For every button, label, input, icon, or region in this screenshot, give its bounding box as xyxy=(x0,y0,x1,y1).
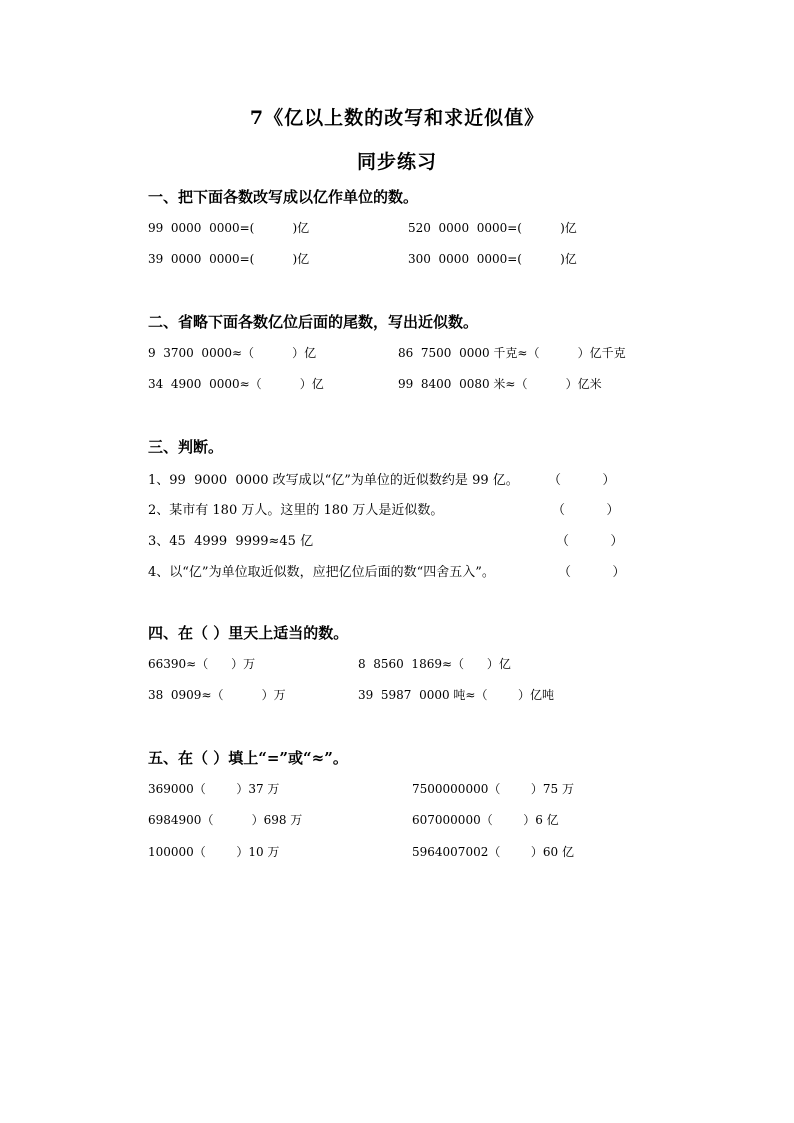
section3-heading: 三、判断。 xyxy=(148,438,224,456)
page-subtitle: 同步练习 xyxy=(356,151,437,173)
judgement-bracket: （ ） xyxy=(548,473,616,488)
judgement-item: 1、99 9000 0000 改写成以“亿”为单位的近似数约是 99 亿。 xyxy=(148,473,519,488)
section5-item: 5964007002（ ）60 亿 xyxy=(412,845,574,859)
section2-heading: 二、省略下面各数亿位后面的尾数，写出近似数。 xyxy=(148,313,479,331)
section1-item: 300 0000 0000=( )亿 xyxy=(408,252,577,266)
section5-item: 369000（ ）37 万 xyxy=(148,782,280,796)
judgement-bracket: （ ） xyxy=(558,565,626,580)
section2-item: 9 3700 0000≈（ ）亿 xyxy=(148,346,317,360)
section5-item: 6984900（ ）698 万 xyxy=(148,813,303,827)
section5-item: 607000000（ ）6 亿 xyxy=(412,813,559,827)
section2-item: 99 8400 0080 米≈（ ）亿米 xyxy=(398,377,602,391)
page-title: 7《亿以上数的改写和求近似值》 xyxy=(249,107,545,129)
section2-item: 86 7500 0000 千克≈（ ）亿千克 xyxy=(398,346,626,360)
section5-item: 100000（ ）10 万 xyxy=(148,845,280,859)
judgement-item: 3、45 4999 9999≈45 亿 xyxy=(148,534,314,549)
section4-item: 39 5987 0000 吨≈（ ）亿吨 xyxy=(358,688,554,702)
section1-item: 99 0000 0000=( )亿 xyxy=(148,221,310,235)
section5-item: 7500000000（ ）75 万 xyxy=(412,782,574,796)
judgement-item: 4、以“亿”为单位取近似数，应把亿位后面的数“四舍五入”。 xyxy=(148,565,495,580)
judgement-item: 2、某市有 180 万人。这里的 180 万人是近似数。 xyxy=(148,503,444,518)
section1-heading: 一、把下面各数改写成以亿作单位的数。 xyxy=(148,188,419,206)
section2-item: 34 4900 0000≈（ ）亿 xyxy=(148,377,324,391)
judgement-bracket: （ ） xyxy=(556,534,624,549)
section4-heading: 四、在（ ）里天上适当的数。 xyxy=(148,624,349,642)
section4-item: 8 8560 1869≈（ ）亿 xyxy=(358,657,511,671)
section5-heading: 五、在（ ）填上“=”或“≈”。 xyxy=(148,749,348,767)
section1-item: 39 0000 0000=( )亿 xyxy=(148,252,310,266)
section4-item: 38 0909≈（ ）万 xyxy=(148,688,286,702)
judgement-bracket: （ ） xyxy=(552,503,620,518)
section1-item: 520 0000 0000=( )亿 xyxy=(408,221,577,235)
section4-item: 66390≈（ ）万 xyxy=(148,657,256,671)
